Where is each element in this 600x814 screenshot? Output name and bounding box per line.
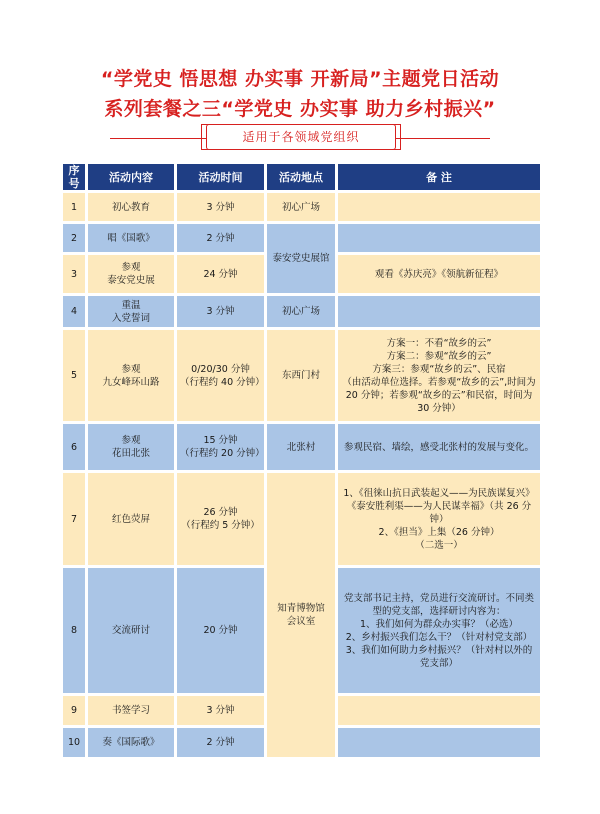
row-note: [337, 295, 542, 329]
row-content: 参观 花田北张: [87, 423, 176, 472]
row-time: 0/20/30 分钟 （行程约 40 分钟）: [176, 329, 266, 423]
row-time: 3 分钟: [176, 695, 266, 727]
row-content: 红色荧屏: [87, 472, 176, 567]
header-note: 备 注: [337, 163, 542, 192]
table-row: [62, 223, 542, 254]
row-place: 知青博物馆 会议室: [266, 472, 337, 759]
row-content: 初心教育: [87, 192, 176, 223]
row-time: 3 分钟: [176, 192, 266, 223]
row-time: 15 分钟 （行程约 20 分钟）: [176, 423, 266, 472]
row-time: 24 分钟: [176, 254, 266, 295]
row-content: 参观 九女峰环山路: [87, 329, 176, 423]
table-row: [62, 295, 542, 329]
row-note: 方案一：不看“故乡的云” 方案二：参观“故乡的云” 方案三：参观“故乡的云”、民宿 （由活动单位选择。若参观“故乡的云”,时间为 20 分钟；若参观“故乡的云”和民宿，时间为 30 分钟）: [337, 329, 542, 423]
table-header-row: [62, 163, 542, 192]
subtitle-divider-right: [390, 138, 490, 139]
row-no: 3: [62, 254, 87, 295]
row-content: 书签学习: [87, 695, 176, 727]
subtitle: 适用于各领域党组织: [206, 124, 396, 150]
row-no: 5: [62, 329, 87, 423]
row-content: 唱《国歌》: [87, 223, 176, 254]
header-no: 序号: [62, 163, 87, 192]
row-no: 9: [62, 695, 87, 727]
row-note: [337, 223, 542, 254]
row-time: 2 分钟: [176, 223, 266, 254]
row-note: 1、《徂徕山抗日武装起义——为民族谋复兴》《泰安胜利渠——为人民谋幸福》（共 26 分钟） 2、《担当》上集（26 分钟） （二选一）: [337, 472, 542, 567]
table-row: [62, 423, 542, 472]
header-place: 活动地点: [266, 163, 337, 192]
row-note: [337, 695, 542, 727]
row-note: 党支部书记主持，党员进行交流研讨。不同类型的党支部，选择研讨内容为： 1、我们如何为群众办实事？（必选） 2、乡村振兴我们怎么干？（针对村党支部） 3、我们如何助力乡村振兴？（针对村以外的党支部）: [337, 567, 542, 695]
row-content: 重温 入党誓词: [87, 295, 176, 329]
title-line-2: 系列套餐之三“学党史 办实事 助力乡村振兴”: [104, 98, 496, 120]
row-note: 参观民宿、墙绘，感受北张村的发展与变化。: [337, 423, 542, 472]
subtitle-banner: [0, 124, 600, 152]
table-row: [62, 192, 542, 223]
row-no: 7: [62, 472, 87, 567]
row-no: 1: [62, 192, 87, 223]
row-no: 4: [62, 295, 87, 329]
row-time: 20 分钟: [176, 567, 266, 695]
row-time: 3 分钟: [176, 295, 266, 329]
row-time: 2 分钟: [176, 727, 266, 759]
row-no: 8: [62, 567, 87, 695]
table-row: [62, 329, 542, 423]
row-content: 交流研讨: [87, 567, 176, 695]
row-note: [337, 727, 542, 759]
row-note: [337, 192, 542, 223]
row-place: 泰安党史展馆: [266, 223, 337, 295]
row-no: 6: [62, 423, 87, 472]
subtitle-divider-left: [110, 138, 210, 139]
row-time: 26 分钟 （行程约 5 分钟）: [176, 472, 266, 567]
row-place: 初心广场: [266, 192, 337, 223]
row-no: 2: [62, 223, 87, 254]
row-place: 初心广场: [266, 295, 337, 329]
title-line-1: “学党史 悟思想 办实事 开新局”主题党日活动: [100, 68, 500, 90]
row-note: 观看《苏庆亮》《领航新征程》: [337, 254, 542, 295]
row-place: 东西门村: [266, 329, 337, 423]
row-no: 10: [62, 727, 87, 759]
row-content: 奏《国际歌》: [87, 727, 176, 759]
row-place: 北张村: [266, 423, 337, 472]
table-row: [62, 472, 542, 567]
header-time: 活动时间: [176, 163, 266, 192]
activity-schedule-table: [60, 161, 543, 760]
header-content: 活动内容: [87, 163, 176, 192]
row-content: 参观 泰安党史展: [87, 254, 176, 295]
